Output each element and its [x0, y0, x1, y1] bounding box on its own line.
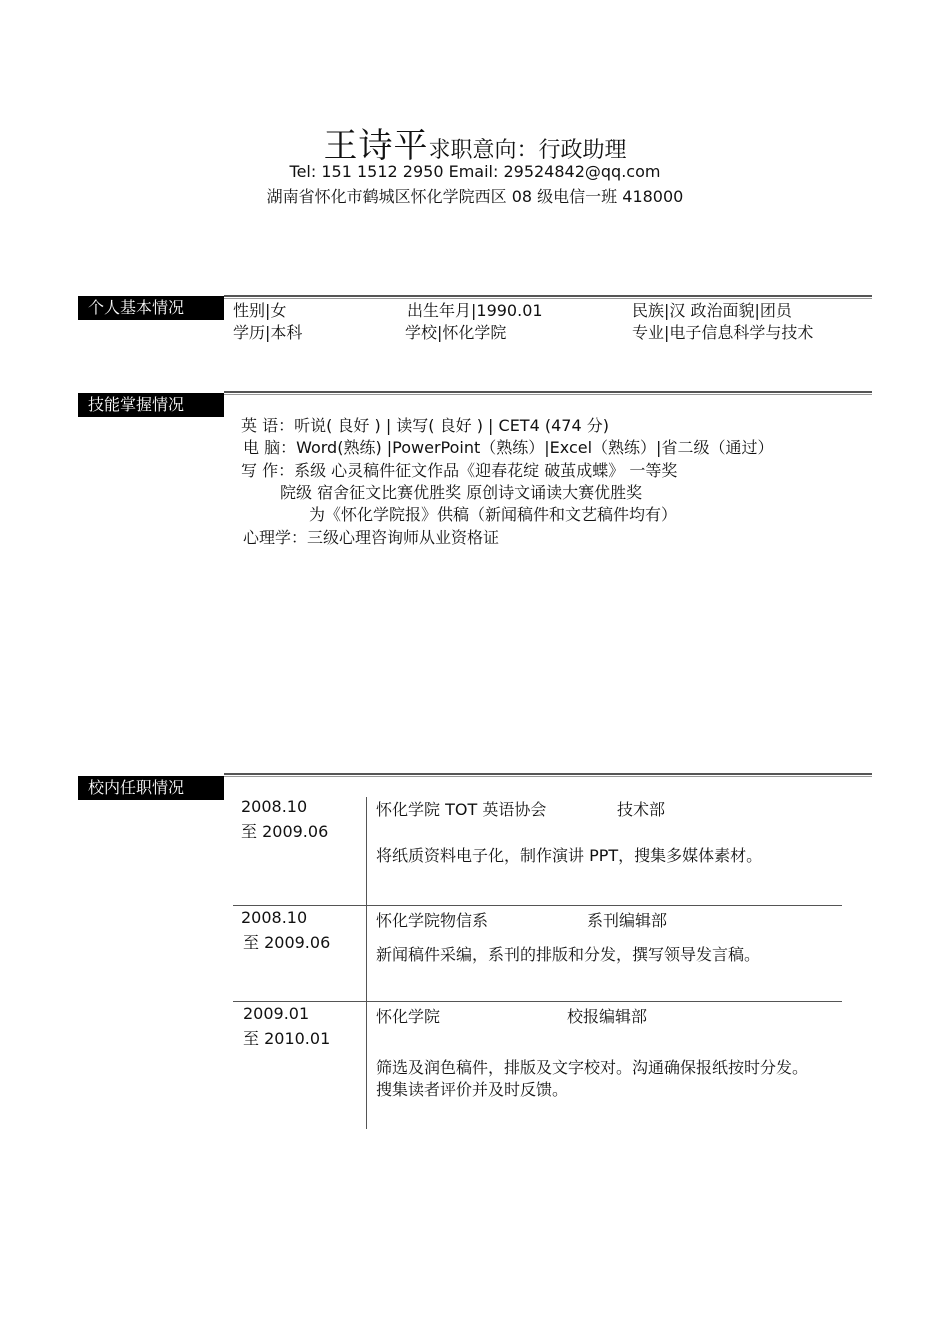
position-org: 怀化学院 TOT 英语协会: [376, 800, 547, 819]
position-end: 至 2010.01: [243, 1029, 331, 1048]
position-dept: 校报编辑部: [567, 1007, 648, 1026]
position-org: 怀化学院: [376, 1007, 441, 1026]
position-end: 至 2009.06: [241, 822, 329, 841]
position-desc: 筛选及润色稿件，排版及文字校对。沟通确保报纸按时分发。: [376, 1058, 809, 1077]
table-row-divider: [233, 905, 842, 906]
skill-writing: 写 作：系级 心灵稿件征文作品《迎春花绽 破茧成蝶》 一等奖: [241, 461, 678, 480]
section-divider-thin: [224, 776, 872, 777]
resume-title: [0, 118, 950, 167]
ethnicity-political: 民族|汉 政治面貌|团员: [632, 301, 792, 320]
section-divider: [224, 773, 872, 775]
section-title-skills: 技能掌握情况: [78, 393, 224, 417]
address: 湖南省怀化市鹤城区怀化学院西区 08 级电信一班 418000: [266, 187, 684, 206]
birth-date: 出生年月|1990.01: [407, 301, 543, 320]
position-start: 2008.10: [241, 797, 308, 816]
skill-psychology: 心理学：三级心理咨询师从业资格证: [243, 528, 500, 547]
section-divider: [224, 391, 872, 393]
major: 专业|电子信息科学与技术: [632, 323, 814, 342]
section-title-personal: 个人基本情况: [78, 296, 224, 320]
position-start: 2008.10: [241, 908, 308, 927]
skill-english: 英 语：听说( 良好 ) | 读写( 良好 ) | CET4 (474 分): [241, 416, 609, 435]
skill-writing-awards: 院级 宿舍征文比赛优胜奖 原创诗文诵读大赛优胜奖: [280, 483, 643, 502]
position-end: 至 2009.06: [243, 933, 331, 952]
position-desc: 将纸质资料电子化，制作演讲 PPT，搜集多媒体素材。: [376, 846, 763, 865]
education: 学历|本科: [233, 323, 303, 342]
position-dept: 系刊编辑部: [587, 911, 668, 930]
skill-writing-contrib: 为《怀化学院报》供稿（新闻稿件和文艺稿件均有）: [309, 505, 678, 524]
table-column-divider: [366, 797, 367, 1129]
position-dept: 技术部: [617, 800, 666, 819]
position-start: 2009.01: [243, 1004, 310, 1023]
candidate-name: 王诗平: [323, 126, 429, 166]
contact-info: Tel: 151 1512 2950 Email: 29524842@qq.com: [289, 162, 661, 181]
section-title-positions: 校内任职情况: [78, 776, 224, 800]
school: 学校|怀化学院: [405, 323, 507, 342]
position-org: 怀化学院物信系: [376, 911, 489, 930]
job-objective: 求职意向：行政助理: [428, 138, 627, 163]
table-row-divider: [233, 1001, 842, 1002]
position-desc: 新闻稿件采编，系刊的排版和分发，撰写领导发言稿。: [376, 945, 761, 964]
gender: 性别|女: [233, 301, 287, 320]
skill-computer: 电 脑：Word(熟练) |PowerPoint（熟练）|Excel（熟练）|省二级（通过）: [243, 438, 774, 457]
section-divider: [224, 295, 872, 297]
position-desc-continued: 搜集读者评价并及时反馈。: [376, 1080, 569, 1099]
section-divider-thin: [224, 394, 872, 395]
